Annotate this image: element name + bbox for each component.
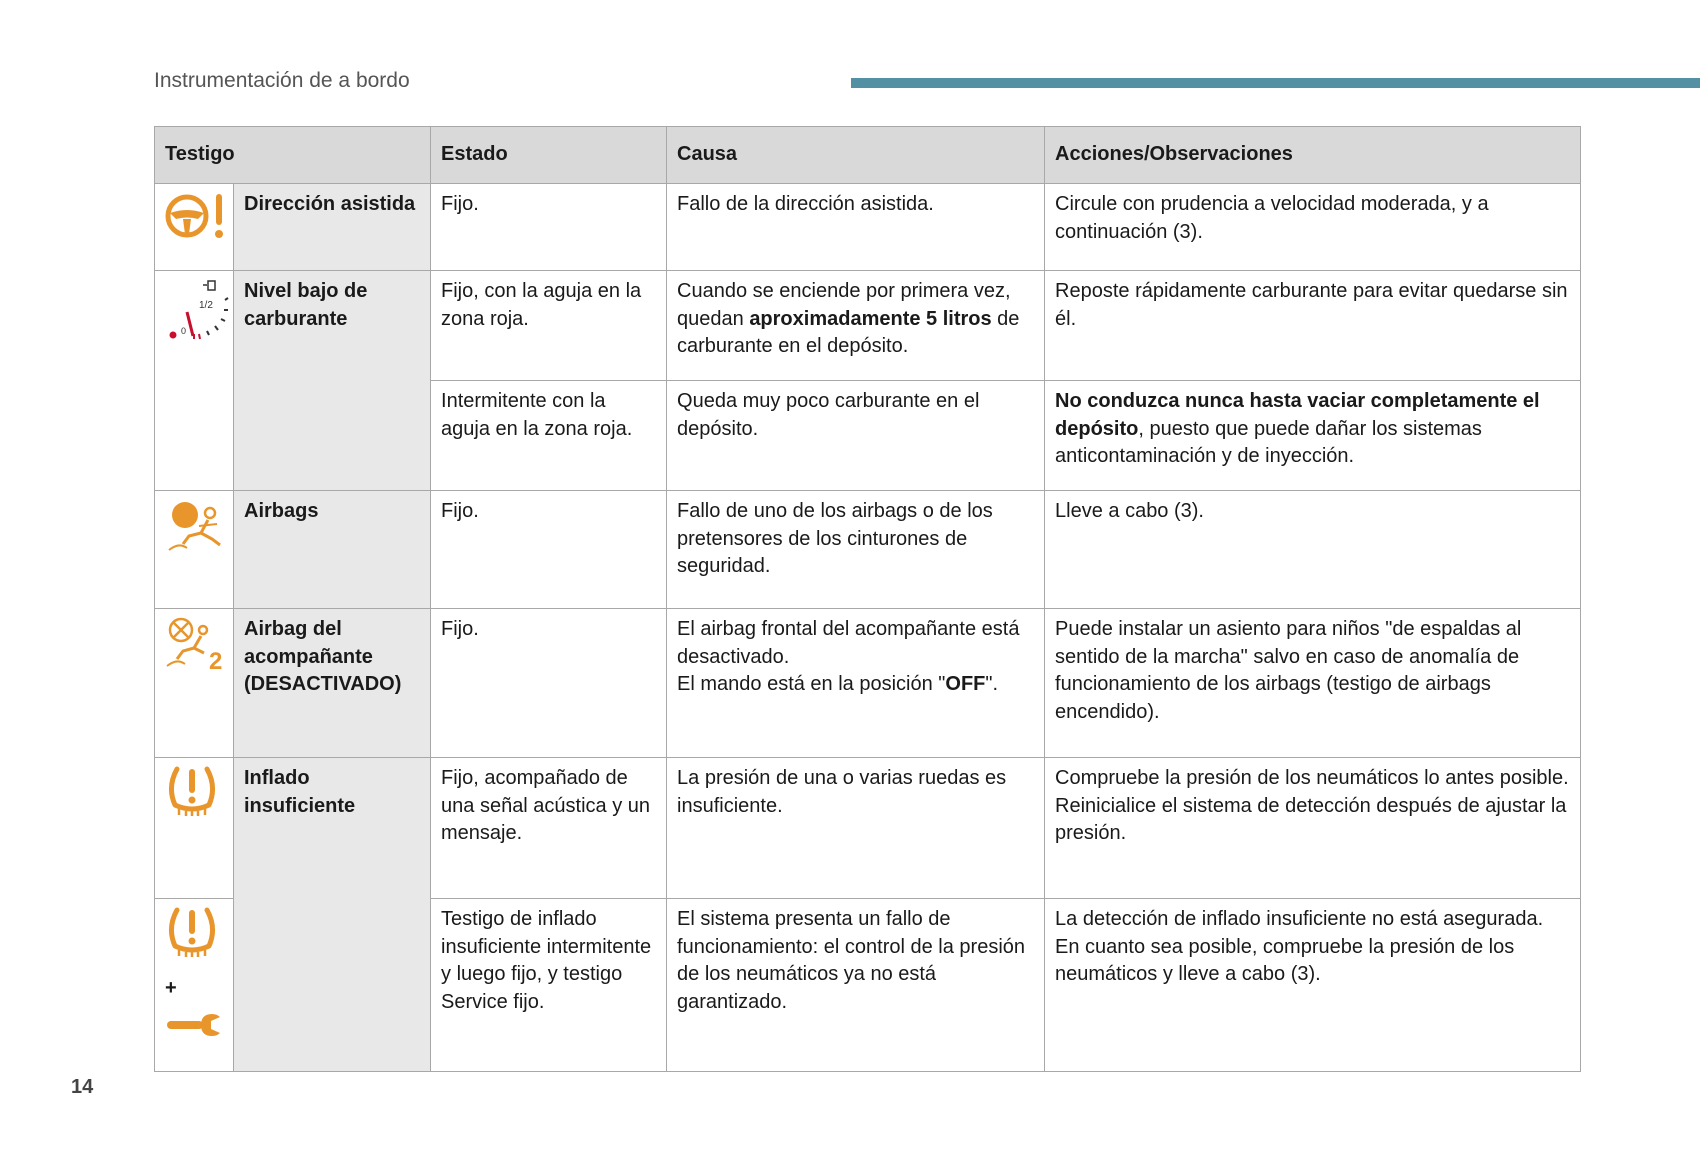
- header-estado: Estado: [431, 127, 667, 184]
- header-causa: Causa: [667, 127, 1045, 184]
- emphasis-text: No conduzca nunca hasta vaciar completamente el depósito: [1055, 390, 1540, 440]
- acciones-cell: Compruebe la presión de los neumáticos lo antes posible. Reinicialice el sistema de detección después de ajustar la presión.: [1045, 758, 1581, 899]
- table-header-row: [155, 127, 1581, 184]
- header-testigo: Testigo: [155, 127, 431, 184]
- light-name: Nivel bajo de carburante: [234, 271, 431, 491]
- light-name: Inflado insuficiente: [234, 758, 431, 1072]
- power-steering-warning-icon: [165, 191, 229, 241]
- table-row: [155, 271, 1581, 381]
- acciones-cell: No conduzca nunca hasta vaciar completamente el depósito, puesto que puede dañar los sistemas anticontaminación y de inyección.: [1045, 381, 1581, 491]
- fuel-gauge-low-icon: [165, 278, 231, 342]
- emphasis-text: aproximadamente 5 litros: [749, 307, 992, 330]
- icon-cell: [155, 609, 234, 758]
- section-title: Instrumentación de a bordo: [154, 69, 410, 92]
- icon-cell: [155, 758, 234, 899]
- table-row: [155, 184, 1581, 271]
- seat-number-label: 2: [209, 648, 223, 672]
- page-number: 14: [71, 1076, 94, 1098]
- gauge-zero-label: 0: [181, 326, 187, 336]
- causa-cell: Fallo de la dirección asistida.: [667, 184, 1045, 271]
- light-name: Dirección asistida: [234, 184, 431, 271]
- tyre-pressure-icon: [165, 765, 219, 817]
- emphasis-text: OFF: [945, 673, 986, 695]
- plus-sign: +: [165, 976, 177, 999]
- causa-cell: Cuando se enciende por primera vez, quedan aproximadamente 5 litros de carburante en el depósito.: [667, 271, 1045, 381]
- estado-cell: Fijo.: [431, 609, 667, 758]
- causa-cell: Fallo de uno de los airbags o de los pretensores de los cinturones de seguridad.: [667, 491, 1045, 609]
- header-accent-bar: [851, 78, 1700, 88]
- estado-cell: Fijo, con la aguja en la zona roja.: [431, 271, 667, 381]
- estado-cell: Fijo, acompañado de una señal acústica y un mensaje.: [431, 758, 667, 899]
- warning-lights-table: [154, 126, 1581, 1072]
- table-row: [155, 609, 1581, 758]
- gauge-half-label: 1/2: [199, 300, 213, 311]
- table-row: [155, 491, 1581, 609]
- header-acciones: Acciones/Observaciones: [1045, 127, 1581, 184]
- acciones-cell: Reposte rápidamente carburante para evitar quedarse sin él.: [1045, 271, 1581, 381]
- light-name: Airbags: [234, 491, 431, 609]
- airbag-icon: [165, 498, 225, 554]
- table-row: [155, 758, 1581, 899]
- light-name: Airbag del acompañante (DESACTIVADO): [234, 609, 431, 758]
- estado-cell: Fijo.: [431, 491, 667, 609]
- causa-cell: El sistema presenta un fallo de funcionamiento: el control de la presión de los neumáticos ya no está garantizado.: [667, 899, 1045, 1072]
- icon-cell: [155, 899, 234, 1072]
- estado-cell: Fijo.: [431, 184, 667, 271]
- wrench-icon: [165, 1012, 221, 1038]
- causa-cell: El airbag frontal del acompañante está desactivado. El mando está en la posición "OFF".: [667, 609, 1045, 758]
- causa-cell: La presión de una o varias ruedas es insuficiente.: [667, 758, 1045, 899]
- tyre-pressure-icon: [165, 906, 219, 958]
- estado-cell: Testigo de inflado insuficiente intermitente y luego fijo, y testigo Service fijo.: [431, 899, 667, 1072]
- estado-cell: Intermitente con la aguja en la zona roja.: [431, 381, 667, 491]
- icon-cell: [155, 184, 234, 271]
- acciones-cell: La detección de inflado insuficiente no está asegurada. En cuanto sea posible, compruebe la presión de los neumáticos y lleve a cabo (3).: [1045, 899, 1581, 1072]
- acciones-cell: Lleve a cabo (3).: [1045, 491, 1581, 609]
- passenger-airbag-off-icon: [165, 616, 227, 672]
- icon-cell: [155, 491, 234, 609]
- acciones-cell: Circule con prudencia a velocidad moderada, y a continuación (3).: [1045, 184, 1581, 271]
- icon-cell: [155, 271, 234, 491]
- causa-cell: Queda muy poco carburante en el depósito.: [667, 381, 1045, 491]
- acciones-cell: Puede instalar un asiento para niños "de espaldas al sentido de la marcha" salvo en caso de anomalía de funcionamiento de los airbags (testigo de airbags encendido).: [1045, 609, 1581, 758]
